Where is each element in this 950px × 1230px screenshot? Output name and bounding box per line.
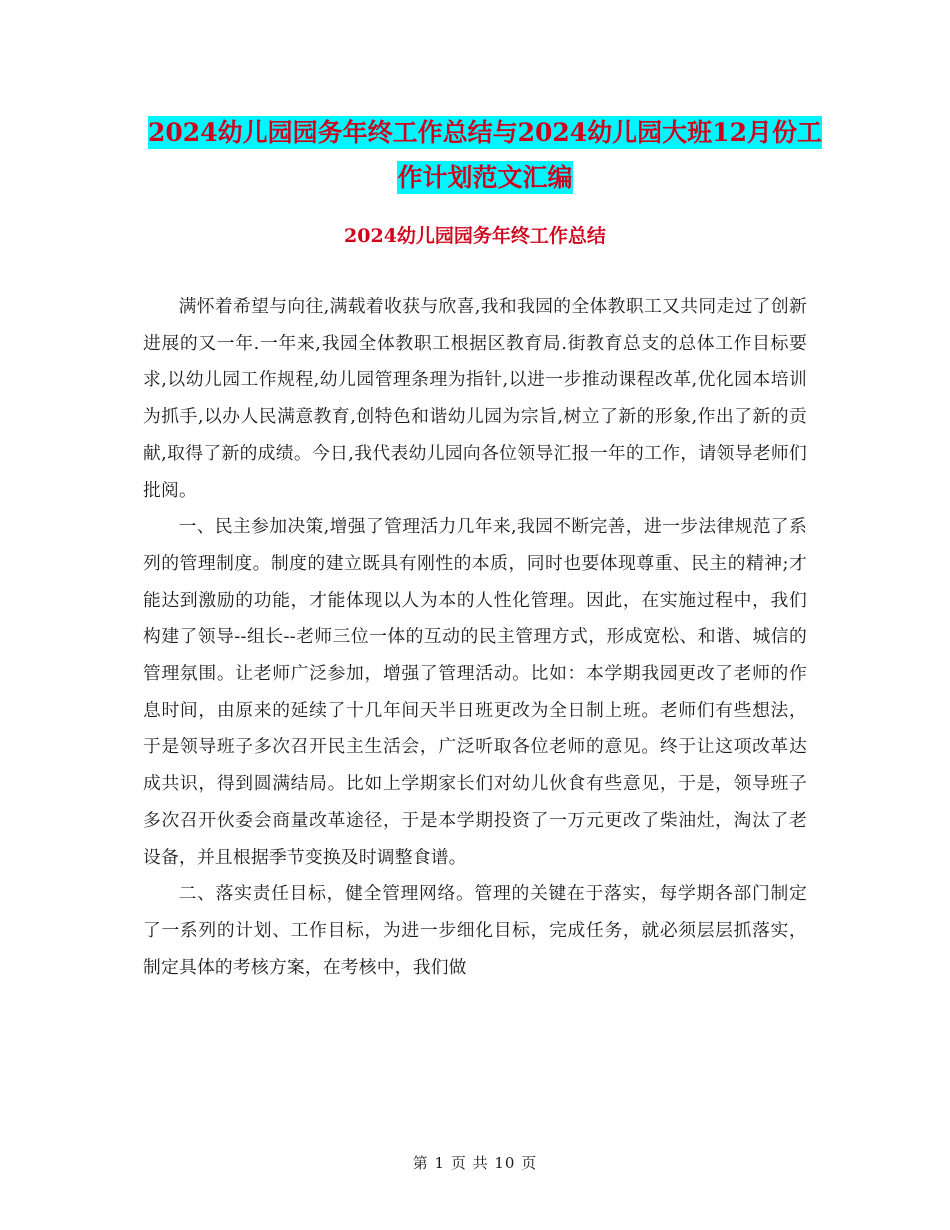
section-title: 2024幼儿园园务年终工作总结 xyxy=(344,225,606,247)
page-number: 第 1 页 共 10 页 xyxy=(412,1154,538,1172)
document-body xyxy=(143,289,807,986)
paragraph-section-2: 二、落实责任目标，健全管理网络。管理的关键在于落实，每学期各部门制定了一系列的计划、工作目标，为进一步细化目标，完成任务，就必须层层抓落实，制定具体的考核方案，在考核中，我们做 xyxy=(143,883,807,978)
paragraph-section-1: 一、民主参加决策,增强了管理活力几年来,我园不断完善，进一步法律规范了系列的管理制度。制度的建立既具有刚性的本质，同时也要体现尊重、民主的精神;才能达到激励的功能，才能体现以人为本的人性化管理。因此，在实施过程中，我们构建了领导--组长--老师三位一体的互动的民主管理方式，形成宽松、和谐、城信的管理氛围。让老师广泛参加，增强了管理活动。比如：本学期我园更改了老师的作息时间，由原来的延续了十几年间天半日班更改为全日制上班。老师们有些想法，于是领导班子多次召开民主生活会，广泛听取各位老师的意见。终于让这项改革达成共识，得到圆满结局。比如上学期家长们对幼儿伙食有些意见，于是，领导班子多次召开伙委会商量改革途径，于是本学期投资了一万元更改了柴油灶，淘汰了老设备，并且根据季节变换及时调整食谱。 xyxy=(143,516,807,868)
document-title-text: 2024幼儿园园务年终工作总结与2024幼儿园大班12月份工作计划范文汇编 xyxy=(148,118,822,192)
page-footer xyxy=(0,1152,950,1173)
paragraph-intro: 满怀着希望与向往,满载着收获与欣喜,我和我园的全体教职工又共同走过了创新进展的又一年.一年来,我园全体教职工根据区教育局.街教育总支的总体工作目标要求,以幼儿园工作规程,幼儿园管理条理为指针,以进一步推动课程改革,优化园本培训为抓手,以办人民满意教育,创特色和谐幼儿园为宗旨,树立了新的形象,作出了新的贡献,取得了新的成绩。今日,我代表幼儿园向各位领导汇报一年的工作，请领导老师们批阅。 xyxy=(143,296,807,501)
document-title xyxy=(140,110,830,200)
